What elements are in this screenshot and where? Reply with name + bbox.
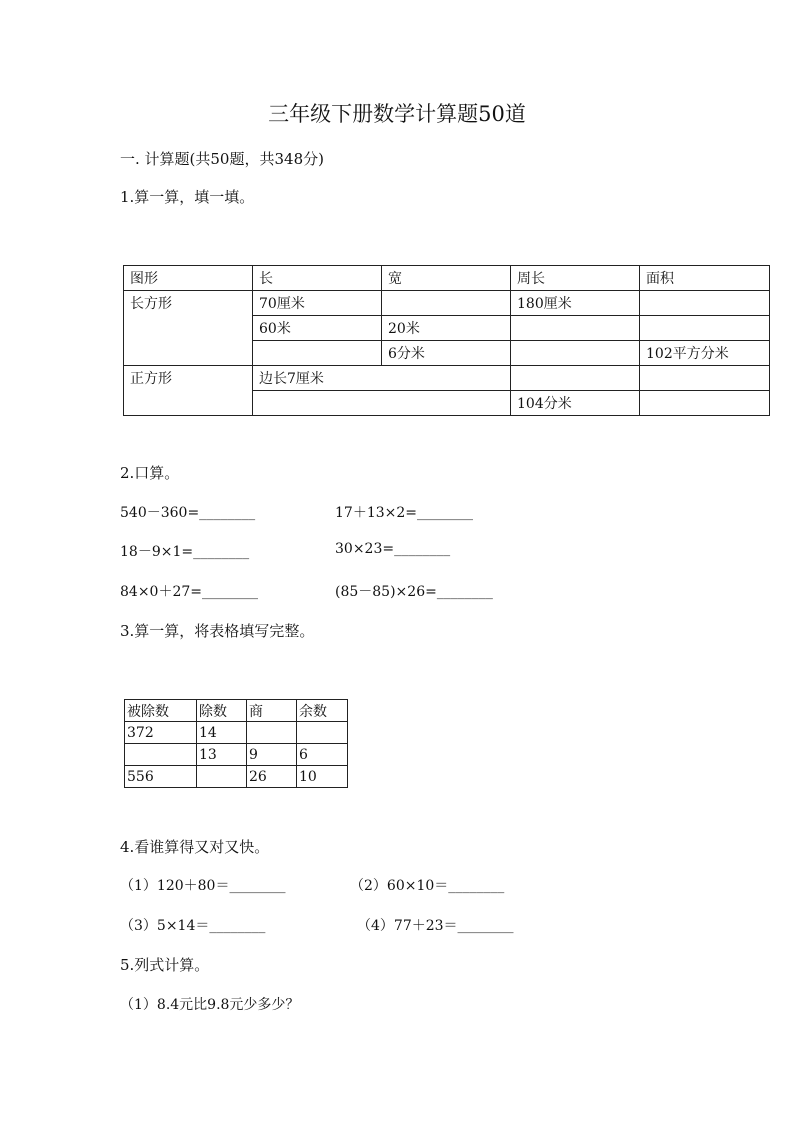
question-1-heading: 1.算一算，填一填。 <box>120 188 255 206</box>
table-cell <box>382 291 511 316</box>
calc-item: (85－85)×26=________ <box>335 584 493 600</box>
table-cell: 6分米 <box>382 341 511 366</box>
table-cell: 372 <box>125 722 197 744</box>
header-cell: 长 <box>253 266 382 291</box>
table-row <box>125 766 348 788</box>
calc-item: 18－9×1=________ <box>120 544 250 560</box>
calc-item: （3）5×14＝________ <box>120 918 266 934</box>
section-heading: 一. 计算题(共50题，共348分) <box>120 150 324 168</box>
table-cell: 20米 <box>382 316 511 341</box>
table-cell: 26 <box>247 766 297 788</box>
question-3-heading: 3.算一算，将表格填写完整。 <box>120 622 315 640</box>
calc-item: （2）60×10＝________ <box>350 878 505 894</box>
header-cell: 周长 <box>511 266 640 291</box>
question-4-heading: 4.看谁算得又对又快。 <box>120 838 270 856</box>
page-title: 三年级下册数学计算题50道 <box>268 102 526 126</box>
calc-item: （1）120＋80＝________ <box>120 878 286 894</box>
shape-label-square: 正方形 <box>124 366 253 416</box>
header-cell: 商 <box>247 700 297 722</box>
question-5-heading: 5.列式计算。 <box>120 956 210 974</box>
question-2-heading: 2.口算。 <box>120 464 180 482</box>
table-row <box>124 291 770 316</box>
table-row <box>125 722 348 744</box>
division-table <box>124 699 348 788</box>
shape-table <box>123 265 770 416</box>
header-cell: 宽 <box>382 266 511 291</box>
table-cell <box>247 722 297 744</box>
table-cell <box>125 744 197 766</box>
table-cell <box>253 341 382 366</box>
header-cell: 图形 <box>124 266 253 291</box>
table-cell: 180厘米 <box>511 291 640 316</box>
calc-item: （4）77＋23＝________ <box>357 918 514 934</box>
table-cell: 14 <box>197 722 247 744</box>
table-cell <box>640 316 770 341</box>
calc-item: （1）8.4元比9.8元少多少？ <box>120 997 300 1013</box>
table-cell <box>197 766 247 788</box>
header-cell: 余数 <box>297 700 348 722</box>
table-cell <box>640 291 770 316</box>
table-cell: 13 <box>197 744 247 766</box>
calc-item: 17＋13×2=________ <box>335 505 473 521</box>
table-cell: 70厘米 <box>253 291 382 316</box>
table-cell <box>511 341 640 366</box>
header-cell: 除数 <box>197 700 247 722</box>
table-cell: 60米 <box>253 316 382 341</box>
table-header-row <box>124 266 770 291</box>
shape-label-rectangle: 长方形 <box>124 291 253 366</box>
table-cell: 6 <box>297 744 348 766</box>
table-cell: 10 <box>297 766 348 788</box>
table-cell: 104分米 <box>511 391 640 416</box>
calc-item: 30×23=________ <box>335 541 451 557</box>
table-cell <box>511 366 640 391</box>
table-cell <box>297 722 348 744</box>
table-cell <box>253 391 511 416</box>
table-cell <box>640 366 770 391</box>
table-cell: 9 <box>247 744 297 766</box>
table-cell: 556 <box>125 766 197 788</box>
table-header-row <box>125 700 348 722</box>
calc-item: 540－360=________ <box>120 505 256 521</box>
header-cell: 面积 <box>640 266 770 291</box>
table-cell <box>640 391 770 416</box>
table-cell: 102平方分米 <box>640 341 770 366</box>
table-row <box>124 366 770 391</box>
calc-item: 84×0＋27=________ <box>120 584 258 600</box>
table-row <box>125 744 348 766</box>
table-cell: 边长7厘米 <box>253 366 511 391</box>
table-cell <box>511 316 640 341</box>
header-cell: 被除数 <box>125 700 197 722</box>
